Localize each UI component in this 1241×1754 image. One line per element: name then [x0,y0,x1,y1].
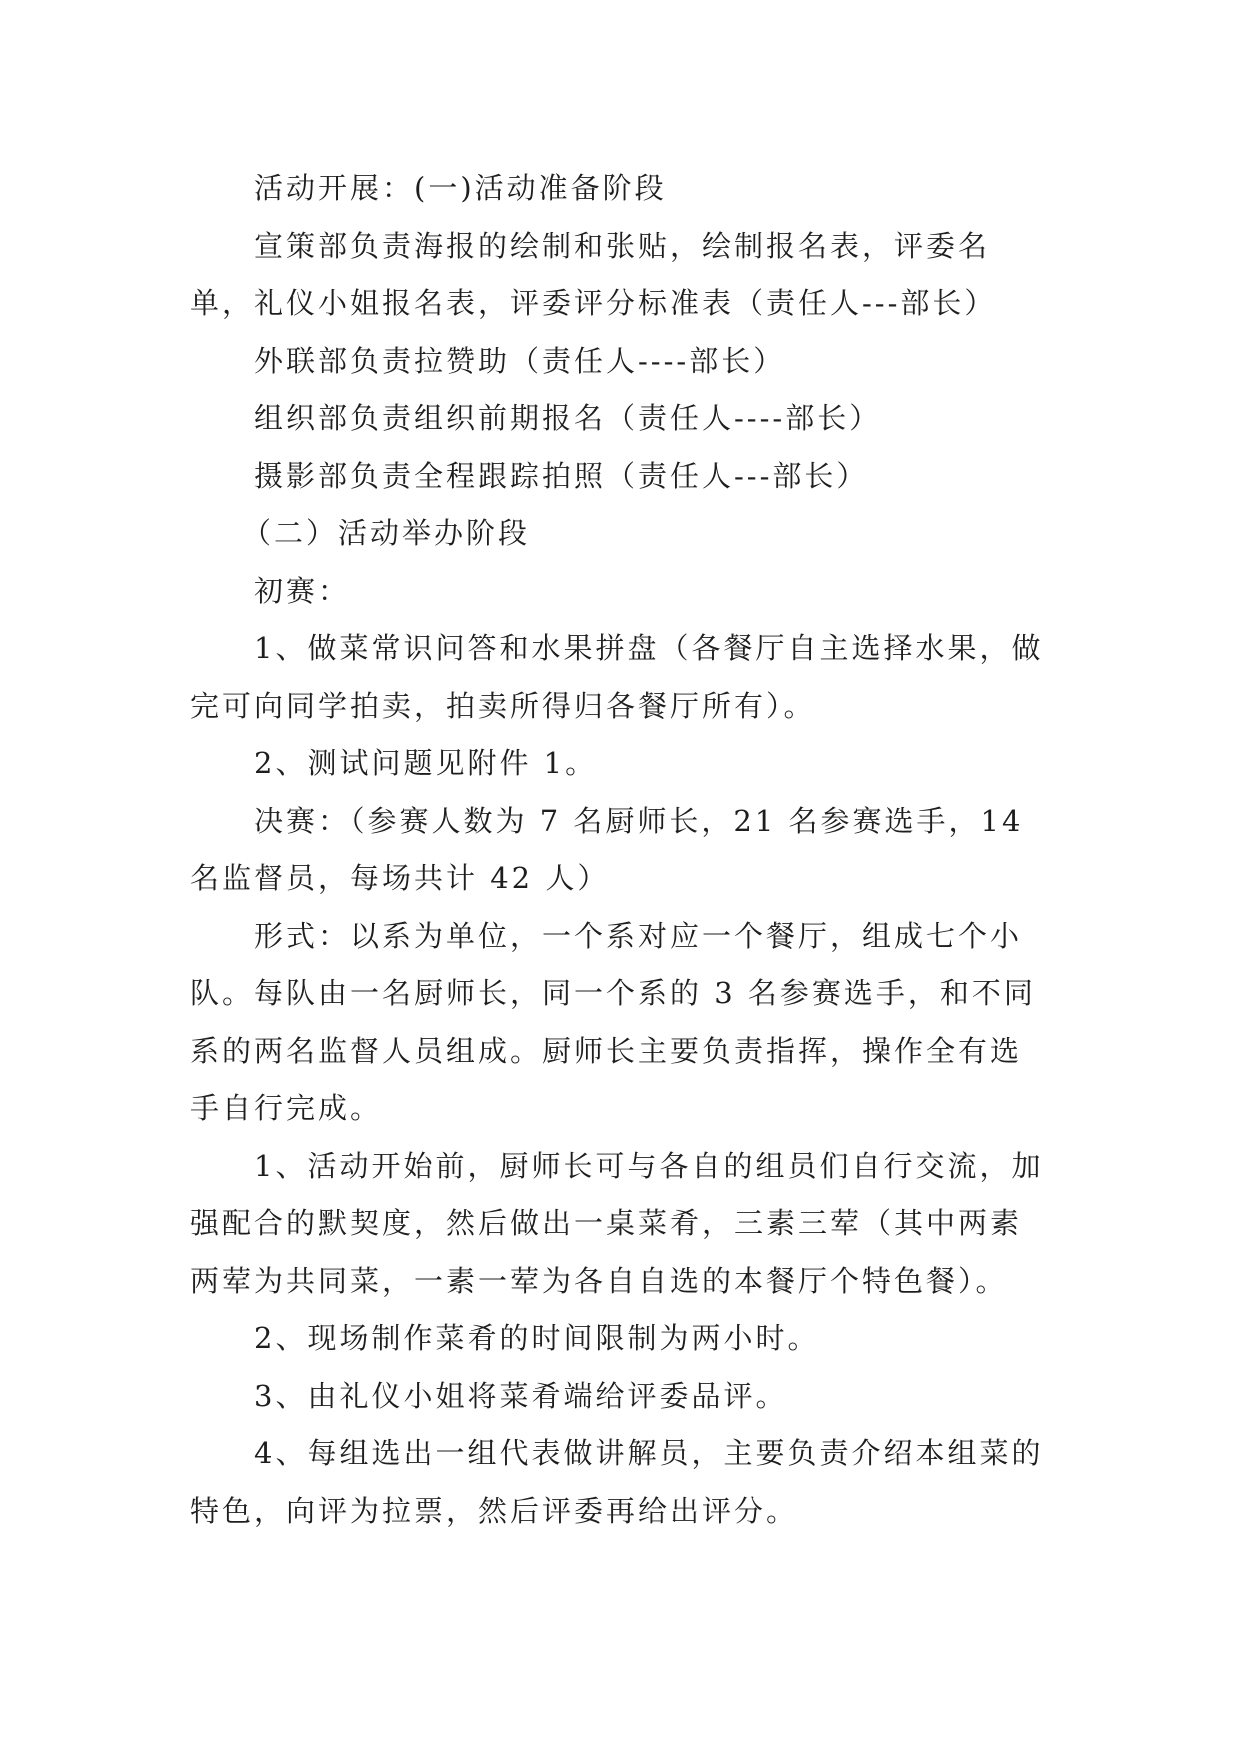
paragraph-format: 形式：以系为单位，一个系对应一个餐厅，组成七个小队。每队由一名厨师长，同一个系的 3 名参赛选手，和不同系的两名监督人员组成。厨师长主要负责指挥，操作全有选手自行完成。 [190,918,1036,1125]
paragraph-stage-two-heading: （二）活动举办阶段 [242,516,531,550]
paragraph-external-dept: 外联部负责拉赞助（责任人----部长） [254,343,786,378]
paragraph-preliminary-item-2: 2、测试问题见附件 1。 [254,746,598,780]
paragraph-final-item-1: 1、活动开始前，厨师长可与各自的组员们自行交流，加强配合的默契度，然后做出一桌菜肴，三素三荤（其中两素两荤为共同菜，一素一荤为各自自选的本餐厅个特色餐）。 [190,1148,1044,1298]
paragraph-photography-dept: 摄影部负责全程跟踪拍照（责任人---部长） [254,458,869,493]
paragraph-final-item-4: 4、每组选出一组代表做讲解员，主要负责介绍本组菜的特色，向评为拉票，然后评委再给出评分。 [190,1436,1044,1528]
paragraph-preliminary-item-1: 1、做菜常识问答和水果拼盘（各餐厅自主选择水果，做完可向同学拍卖，拍卖所得归各餐厅所有）。 [190,631,1044,723]
paragraph-final-heading: 决赛：（参赛人数为 7 名厨师长，21 名参赛选手，14 名监督员，每场共计 42 人） [190,803,1024,895]
paragraph-activity-section: 活动开展：(一)活动准备阶段 [254,171,667,205]
paragraph-organization-dept: 组织部负责组织前期报名（责任人----部长） [254,401,882,435]
paragraph-final-item-2: 2、现场制作菜肴的时间限制为两小时。 [254,1321,820,1355]
paragraph-final-item-3: 3、由礼仪小姐将菜肴端给评委品评。 [254,1378,788,1413]
paragraph-preliminary-heading: 初赛： [254,573,351,608]
document-body [190,160,1050,1540]
paragraph-publicity-dept: 宣策部负责海报的绘制和张贴，绘制报名表，评委名单，礼仪小姐报名表，评委评分标准表（责任人---部长） [190,228,997,320]
